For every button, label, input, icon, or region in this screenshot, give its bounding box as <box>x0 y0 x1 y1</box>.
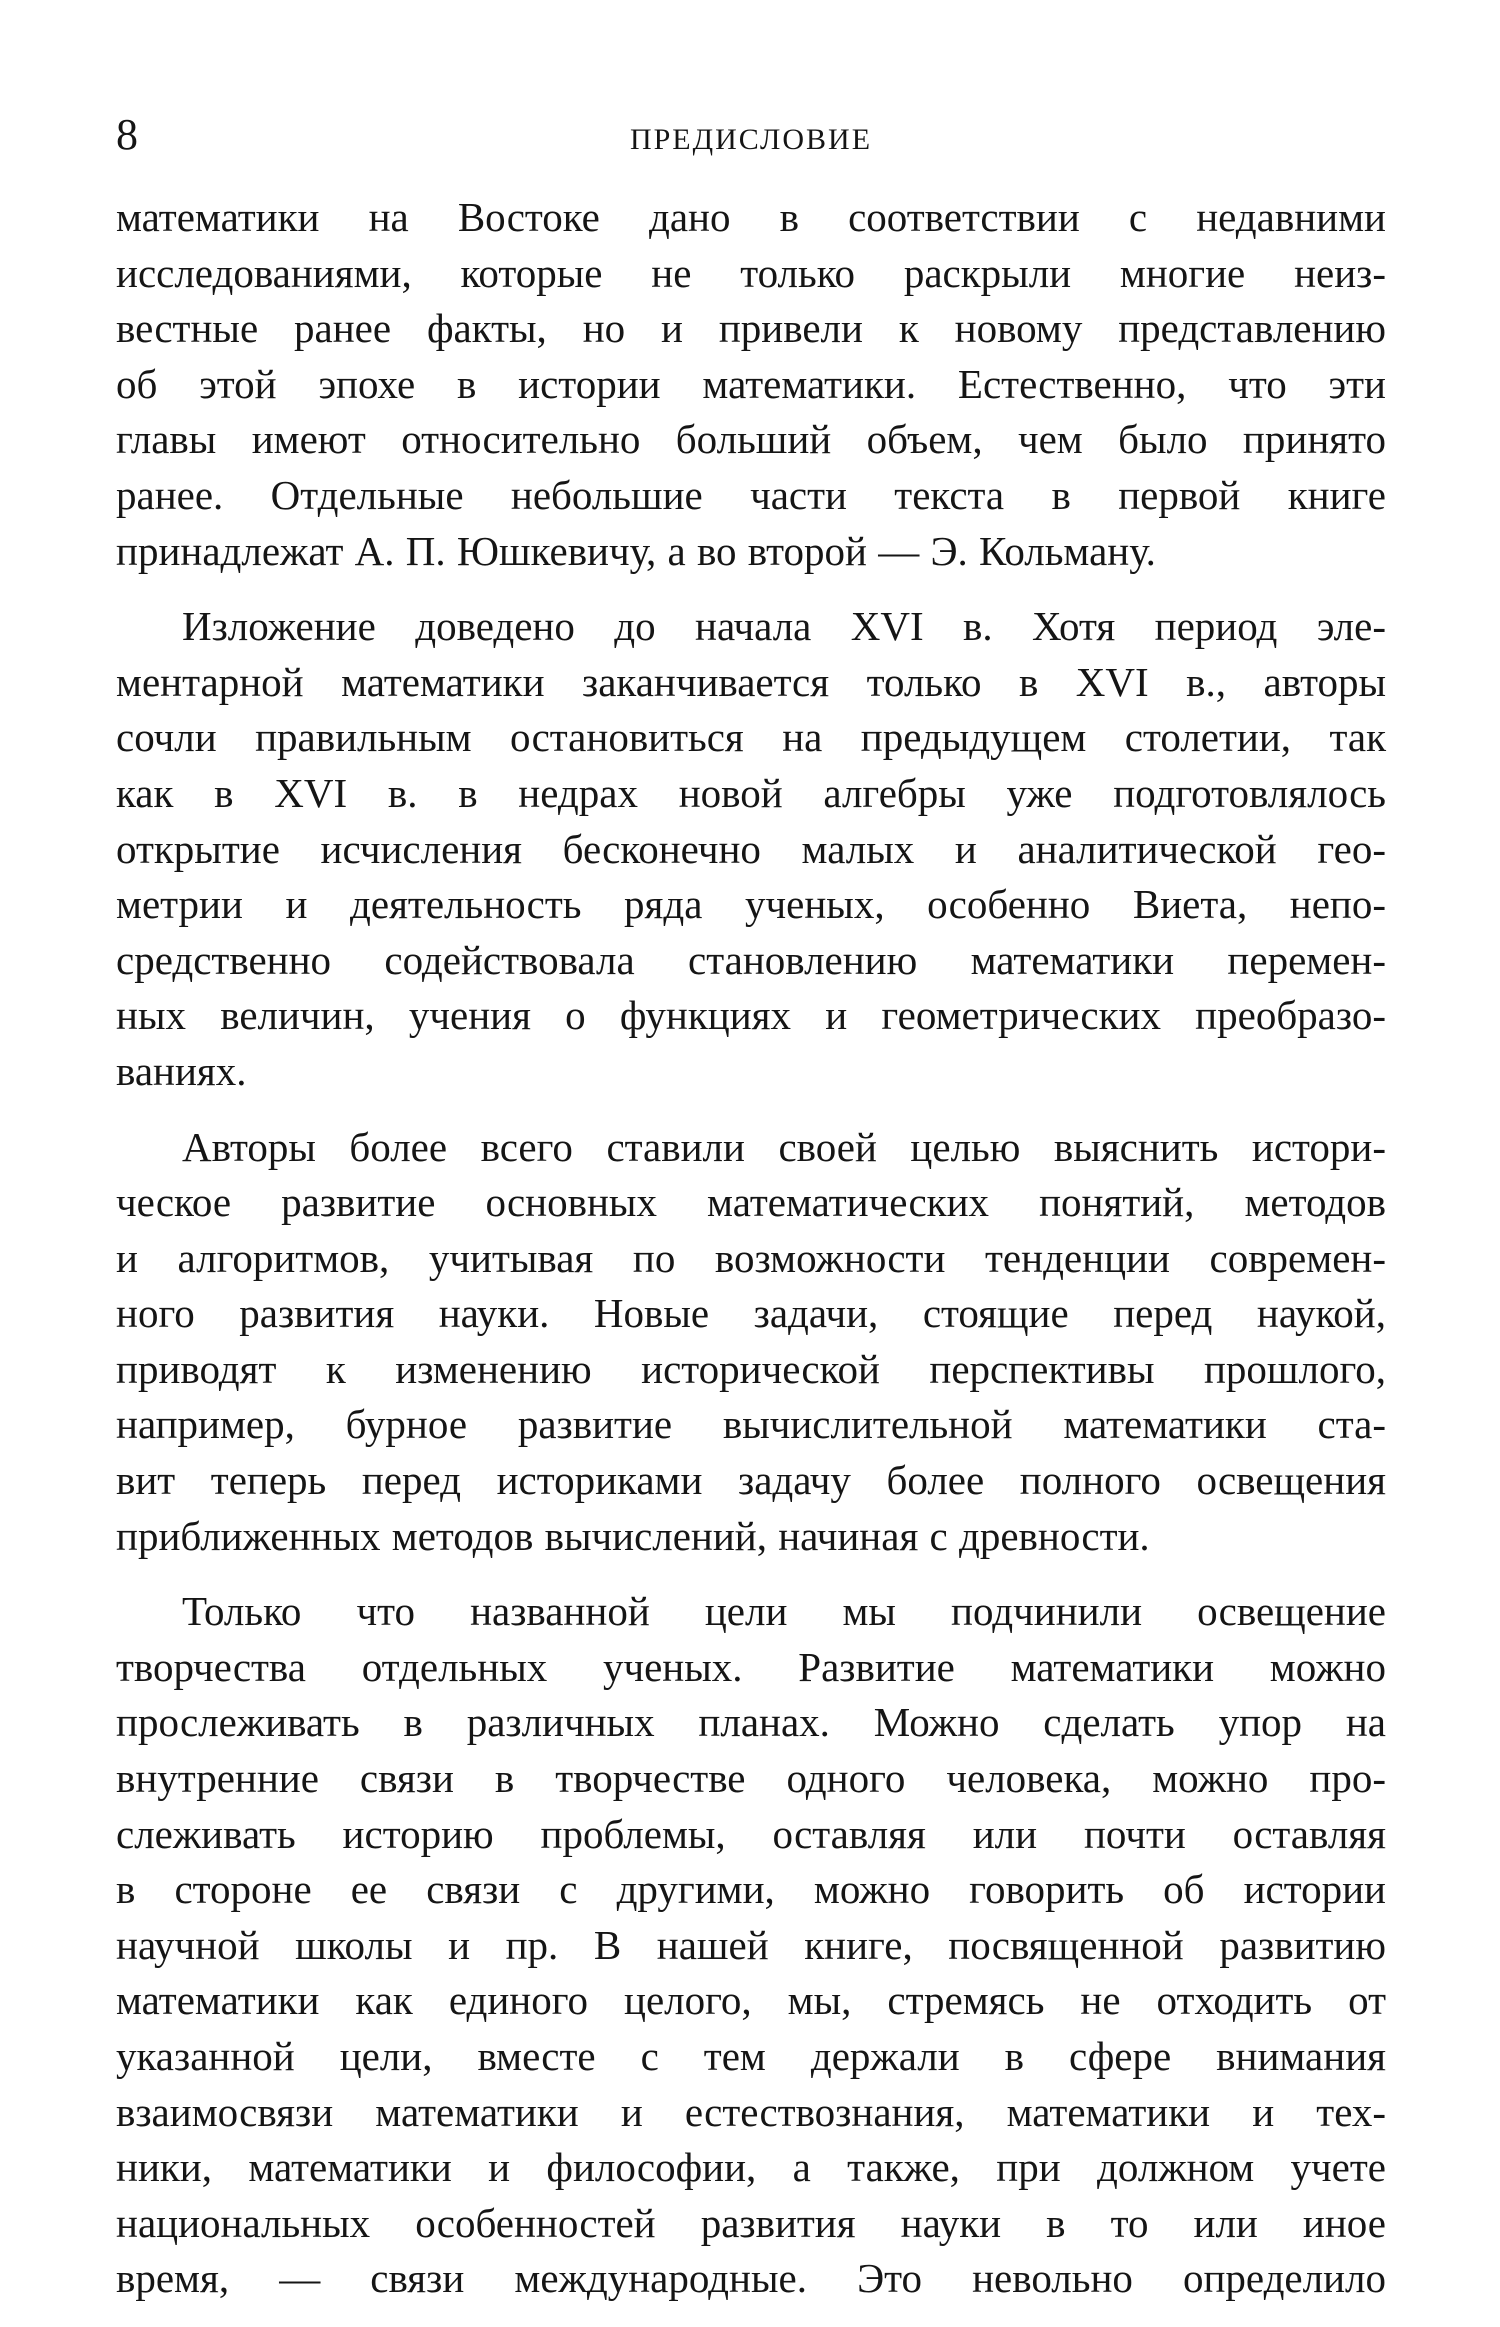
text-line: ных величин, учения о функциях и геометрических преобразо- <box>116 992 1386 1039</box>
text-line: слеживать историю проблемы, оставляя или почти оставляя <box>116 1810 1386 1857</box>
text-line: главы имеют относительно больший объем, чем было принято <box>116 416 1386 463</box>
text-line: в стороне ее связи с другими, можно говорить об истории <box>116 1866 1386 1913</box>
text-line: открытие исчисления бесконечно малых и аналитической гео- <box>116 825 1386 872</box>
text-line: национальных особенностей развития науки в то или иное <box>116 2199 1386 2246</box>
text-line: вестные ранее факты, но и привели к новому представлению <box>116 305 1386 352</box>
page-number: 8 <box>116 110 138 159</box>
text-line: приближенных методов вычислений, начиная с древности. <box>116 1512 1150 1559</box>
text-line: об этой эпохе в истории математики. Естественно, что эти <box>116 360 1386 407</box>
text-line: сочли правильным остановиться на предыдущем столетии, так <box>116 714 1386 761</box>
text-line: математики как единого целого, мы, стремясь не отходить от <box>116 1977 1386 2024</box>
text-line: ментарной математики заканчивается только в XVI в., авторы <box>116 658 1386 705</box>
body-text <box>116 190 1386 2327</box>
text-line: ники, математики и философии, а также, при должном учете <box>116 2144 1386 2191</box>
paragraph-2 <box>116 599 1386 1099</box>
text-line: математики на Востоке дано в соответствии с недавними <box>116 194 1386 240</box>
text-line: метрии и деятельность ряда ученых, особенно Виета, непо- <box>116 881 1386 928</box>
paragraph-3 <box>116 1120 1386 1565</box>
text-line: средственно содействовала становлению математики перемен- <box>116 936 1386 983</box>
paragraph-1 <box>116 190 1386 579</box>
text-line: приводят к изменению исторической перспективы прошлого, <box>116 1345 1386 1392</box>
text-line: научной школы и пр. В нашей книге, посвященной развитию <box>116 1921 1386 1968</box>
running-head <box>116 110 1386 160</box>
text-line: исследованиями, которые не только раскрыли многие неиз- <box>116 249 1386 296</box>
text-line: взаимосвязи математики и естествознания, математики и тех- <box>116 2088 1386 2135</box>
paragraph-4 <box>116 1584 1386 2307</box>
text-line: например, бурное развитие вычислительной математики ста- <box>116 1401 1386 1448</box>
text-line: Изложение доведено до начала XVI в. Хотя период эле- <box>182 603 1386 650</box>
text-line: ного развития науки. Новые задачи, стоящие перед наукой, <box>116 1290 1386 1337</box>
text-line: прослеживать в различных планах. Можно сделать упор на <box>116 1699 1386 1746</box>
text-line: принадлежат А. П. Юшкевичу, а во второй — Э. Кольману. <box>116 527 1156 574</box>
text-line: ческое развитие основных математических понятий, методов <box>116 1179 1386 1226</box>
section-title: ПРЕДИСЛОВИЕ <box>629 123 873 156</box>
text-line: Авторы более всего ставили своей целью выяснить истори- <box>182 1123 1386 1170</box>
text-line: как в XVI в. в недрах новой алгебры уже подготовлялось <box>116 769 1386 816</box>
text-line: внутренние связи в творчестве одного человека, можно про- <box>116 1755 1386 1802</box>
text-line: ваниях. <box>116 1047 247 1094</box>
text-line: время, — связи международные. Это невольно определило <box>116 2255 1386 2302</box>
text-line: Только что названной цели мы подчинили освещение <box>182 1588 1386 1635</box>
text-line: ранее. Отдельные небольшие части текста в первой книге <box>116 471 1386 518</box>
text-line: и алгоритмов, учитывая по возможности тенденции современ- <box>116 1234 1386 1281</box>
text-line: указанной цели, вместе с тем держали в сфере внимания <box>116 2033 1386 2079</box>
text-line: творчества отдельных ученых. Развитие математики можно <box>116 1643 1386 1690</box>
text-line: вит теперь перед историками задачу более полного освещения <box>116 1457 1386 1504</box>
